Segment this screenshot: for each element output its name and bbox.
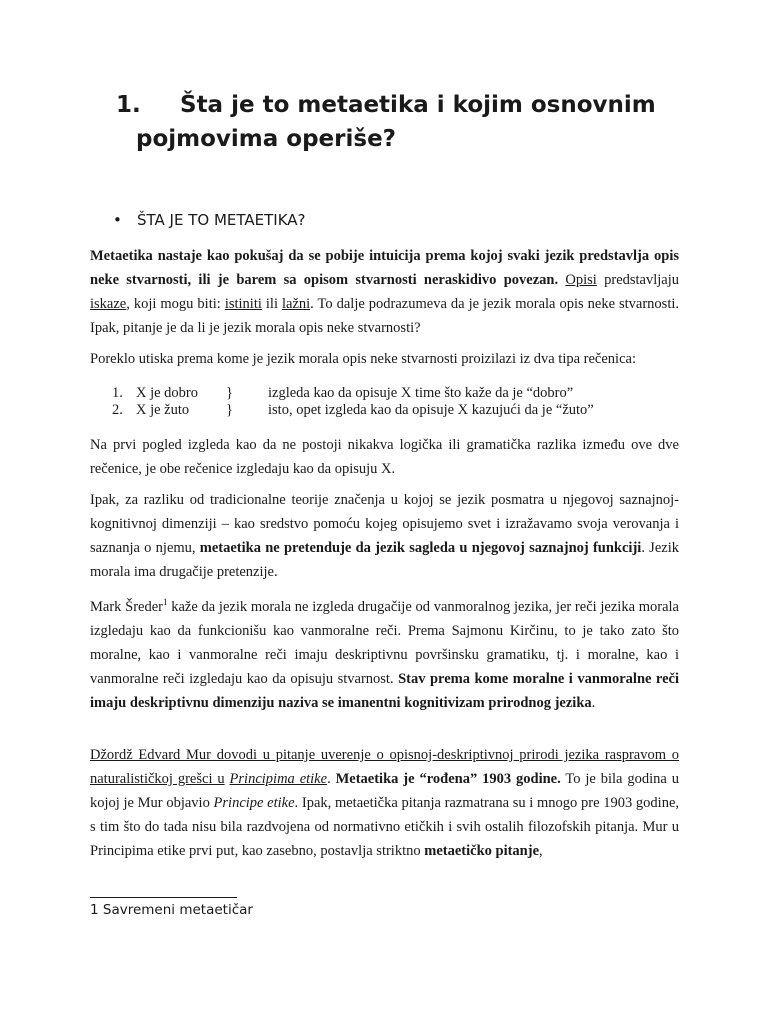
p4-text-2: . Jezik morala ima drugačije pretenzije. bbox=[90, 540, 679, 580]
p1-text-4: . To dalje podrazumeva da je jezik morala opis neke stvarnosti. Ipak, pitanje je da li je jezik morala opis neke stvarnosti? bbox=[90, 296, 680, 336]
paragraph-2 bbox=[90, 347, 679, 371]
list-item-number: 2. bbox=[112, 402, 123, 418]
paragraph-5 bbox=[90, 595, 679, 715]
bullet-icon: • bbox=[113, 211, 122, 229]
link-lazni: lažni bbox=[281, 296, 311, 312]
p5-text-2: kaže da jezik morala ne izgleda drugačije od vanmoralnog jezika, jer reči jezika morala izgledaju kao da funkcionišu kao vanmoralne reči. Prema Sajmonu Kirčinu, to je tako zato što moralne, kao i vanmoralne reči imaju deskriptivnu površinsku gramatiku, tj. i moralne, kao i vanmoralne reči izgledaju kao da opisuju stvarnost. bbox=[90, 599, 679, 687]
list-item-explanation: izgleda kao da opisuje X time što kaže da je “dobro” bbox=[268, 385, 574, 401]
link-istiniti: istiniti bbox=[224, 296, 262, 312]
list-item-brace: } bbox=[226, 402, 233, 418]
p1-text-2: , koji mogu biti: bbox=[126, 296, 221, 312]
p4-text-1: Ipak, za razliku od tradicionalne teorije značenja u kojoj se jezik posmatra u njegovoj saznajnoj-kognitivnoj dimenziji – kao sredstvo pomoću kojeg opisujemo svet i izražavamo svoja verovanja i saznanja o njemu, bbox=[90, 492, 679, 556]
footnote-divider bbox=[90, 897, 237, 898]
p6-bold-2: metaetičko pitanje bbox=[424, 843, 540, 859]
bullet-subheading bbox=[113, 208, 306, 232]
p5-text-3: . bbox=[591, 695, 596, 711]
footnote-ref: 1 bbox=[162, 597, 168, 608]
link-iskaze: iskaze bbox=[90, 296, 127, 312]
link-opisi: Opisi bbox=[565, 272, 597, 288]
bullet-text: ŠTA JE TO METAETIKA? bbox=[137, 211, 306, 229]
p6-text-4: , bbox=[539, 843, 543, 859]
paragraph-6 bbox=[90, 743, 679, 863]
p6-italic: Principe etike bbox=[213, 795, 295, 811]
p6-text-3: . Ipak, metaetička pitanja razmatrana su i mnogo pre 1903 godine, s tim što do tada nisu bila razdvojena od normativno etičkih i svih ostalih filozofskih pitanja. Mur u Principima etike prvi put, kao zasebno, postavlja striktno bbox=[90, 795, 679, 859]
p6-underlined-italic: Principima etike bbox=[229, 771, 328, 787]
heading-line-1: Šta je to metaetika i kojim osnovnim bbox=[180, 92, 656, 118]
list-item-explanation: isto, opet izgleda kao da opisuje X kazujući da je “žuto” bbox=[268, 402, 594, 418]
list-item-sentence: X je dobro bbox=[136, 385, 199, 401]
p4-bold: metaetika ne pretenduje da jezik sagleda u njegovoj saznajnoj funkciji bbox=[199, 540, 642, 556]
list-item bbox=[112, 385, 594, 402]
p1-text-1: predstavljaju bbox=[604, 272, 680, 288]
paragraph-1 bbox=[90, 244, 679, 340]
sentence-list bbox=[112, 385, 594, 419]
p6-bold-1: Metaetika je “rođena” 1903 godine. bbox=[335, 771, 561, 787]
paragraph-3 bbox=[90, 433, 679, 481]
p6-text-1: . bbox=[327, 771, 331, 787]
list-item-number: 1. bbox=[112, 385, 123, 401]
footnote: 1 Savremeni metaetičar bbox=[90, 902, 253, 918]
p5-text-1: Mark Šreder bbox=[90, 599, 163, 615]
p3-text: Na prvi pogled izgleda kao da ne postoji nikakva logička ili gramatička razlika između ove dve rečenice, je obe rečenice izgledaju kao da opisuju X. bbox=[90, 437, 679, 477]
p5-bold: Stav prema kome moralne i vanmoralne reči imaju deskriptivnu dimenziju naziva se imanentni kognitivizam prirodnog jezika bbox=[90, 671, 680, 711]
section-heading bbox=[116, 88, 716, 156]
heading-line-2: pojmovima operiše? bbox=[136, 126, 397, 152]
list-item-sentence: X je žuto bbox=[136, 402, 190, 418]
p2-text: Poreklo utiska prema kome je jezik morala opis neke stvarnosti proizilazi iz dva tipa rečenica: bbox=[90, 351, 636, 367]
p1-bold: Metaetika nastaje kao pokušaj da se pobije intuicija prema kojoj svaki jezik predstavlja opis neke stvarnosti, ili je barem sa opisom stvarnosti neraskidivo povezan. bbox=[90, 248, 679, 288]
p1-text-3: ili bbox=[265, 296, 278, 312]
p6-text-2: To je bila godina u kojoj je Mur objavio bbox=[90, 771, 679, 811]
paragraph-4 bbox=[90, 488, 679, 584]
list-item-brace: } bbox=[226, 385, 233, 401]
list-item bbox=[112, 402, 594, 419]
heading-number: 1. bbox=[116, 92, 141, 118]
p6-underlined: Džordž Edvard Mur dovodi u pitanje uverenje o opisnoj-deskriptivnoj prirodi jezika raspravom o naturalističkoj grešci u bbox=[90, 747, 679, 787]
